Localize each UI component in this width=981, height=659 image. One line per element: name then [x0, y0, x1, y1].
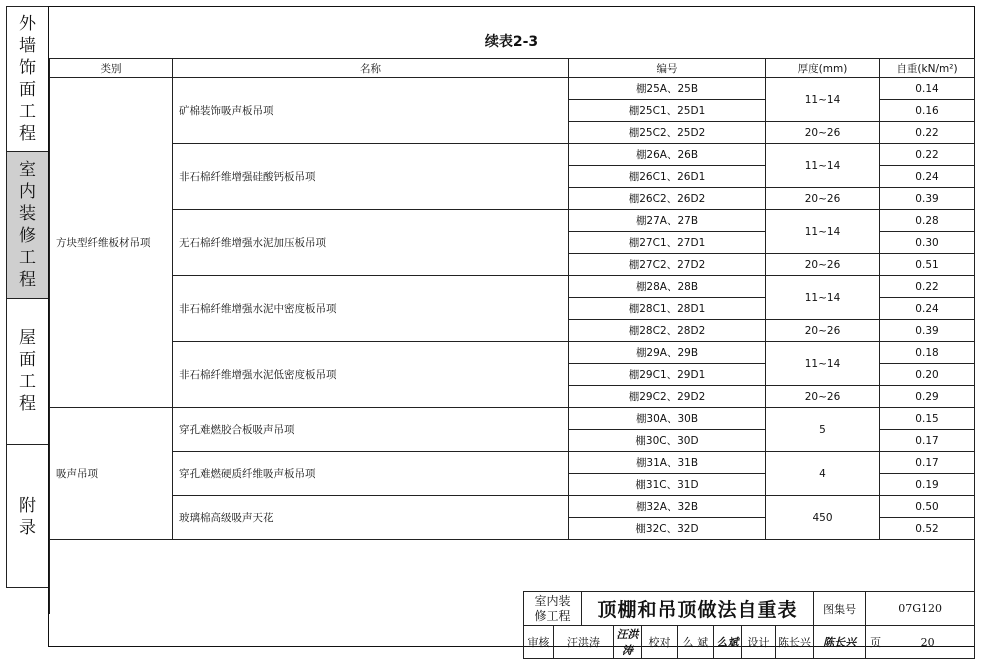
- code-cell: 棚30A、30B: [569, 408, 766, 430]
- weight-cell: 0.39: [880, 320, 975, 342]
- weight-cell: 0.16: [880, 100, 975, 122]
- weight-cell: 0.22: [880, 122, 975, 144]
- thickness-cell: 11~14: [766, 342, 880, 386]
- weight-cell: 0.39: [880, 188, 975, 210]
- checker-name: 么 斌: [678, 626, 714, 659]
- designer-signature: 陈长兴: [814, 626, 866, 659]
- name-cell: 玻璃棉高级吸声天花: [173, 496, 569, 540]
- header-category: 类别: [50, 59, 173, 78]
- check-label: 校对: [642, 626, 678, 659]
- code-cell: 棚27A、27B: [569, 210, 766, 232]
- code-cell: 棚29C1、29D1: [569, 364, 766, 386]
- drawing-frame: [48, 6, 975, 657]
- name-cell: 非石棉纤维增强硅酸钙板吊项: [173, 144, 569, 210]
- sidebar-section-1[interactable]: [7, 7, 48, 151]
- name-cell: 穿孔难燃硬质纤维吸声板吊项: [173, 452, 569, 496]
- thickness-cell: 11~14: [766, 276, 880, 320]
- atlas-label: 图集号: [814, 592, 866, 626]
- header-code: 编号: [569, 59, 766, 78]
- thickness-cell: 11~14: [766, 78, 880, 122]
- code-cell: 棚26A、26B: [569, 144, 766, 166]
- sidebar-divider: [7, 151, 48, 152]
- name-cell: 非石棉纤维增强水泥中密度板吊项: [173, 276, 569, 342]
- code-cell: 棚27C1、27D1: [569, 232, 766, 254]
- section-label: 室内装修工程: [524, 592, 582, 626]
- table-row: [50, 210, 975, 232]
- code-cell: 棚30C、30D: [569, 430, 766, 452]
- table-row: [50, 144, 975, 166]
- weight-cell: 0.15: [880, 408, 975, 430]
- sidebar-section-label: 室内装修工程: [19, 159, 36, 290]
- thickness-cell: 5: [766, 408, 880, 452]
- category-cell: 吸声吊项: [50, 408, 173, 540]
- page-number: 20: [920, 636, 935, 649]
- code-cell: 棚26C1、26D1: [569, 166, 766, 188]
- sidebar-divider: [7, 298, 48, 299]
- code-cell: 棚28C2、28D2: [569, 320, 766, 342]
- table-row: [50, 78, 975, 100]
- code-cell: 棚28C1、28D1: [569, 298, 766, 320]
- header-weight: 自重(kN/m²): [880, 59, 975, 78]
- sidebar-section-2[interactable]: [7, 151, 48, 298]
- code-cell: 棚28A、28B: [569, 276, 766, 298]
- table-row: [50, 276, 975, 298]
- code-cell: 棚29A、29B: [569, 342, 766, 364]
- sidebar-section-3[interactable]: [7, 298, 48, 444]
- weight-cell: 0.51: [880, 254, 975, 276]
- name-cell: 无石棉纤维增强水泥加压板吊项: [173, 210, 569, 276]
- name-cell: 非石棉纤维增强水泥低密度板吊项: [173, 342, 569, 408]
- weight-cell: 0.24: [880, 166, 975, 188]
- table-row: [50, 452, 975, 474]
- sidebar-section-label: 屋面工程: [19, 328, 36, 414]
- thickness-cell: 11~14: [766, 210, 880, 254]
- header-thickness: 厚度(mm): [766, 59, 880, 78]
- thickness-cell: 11~14: [766, 144, 880, 188]
- code-cell: 棚25C1、25D1: [569, 100, 766, 122]
- weight-cell: 0.30: [880, 232, 975, 254]
- weight-cell: 0.19: [880, 474, 975, 496]
- weight-cell: 0.22: [880, 144, 975, 166]
- sidebar-section-4[interactable]: [7, 444, 48, 589]
- category-cell: 方块型纤维板材吊项: [50, 78, 173, 408]
- thickness-cell: 20~26: [766, 122, 880, 144]
- sidebar-section-label: 附录: [19, 495, 36, 538]
- code-cell: 棚32C、32D: [569, 518, 766, 540]
- table-title: 续表2-3: [484, 34, 539, 50]
- weight-cell: 0.17: [880, 452, 975, 474]
- reviewer-name: 汪洪涛: [554, 626, 614, 659]
- weight-cell: 0.50: [880, 496, 975, 518]
- atlas-number: 07G120: [866, 592, 975, 626]
- code-cell: 棚31A、31B: [569, 452, 766, 474]
- page-label: 页: [870, 636, 882, 649]
- code-cell: 棚29C2、29D2: [569, 386, 766, 408]
- table-row: [50, 496, 975, 518]
- weight-table: [49, 58, 975, 614]
- weight-cell: 0.14: [880, 78, 975, 100]
- thickness-cell: 20~26: [766, 188, 880, 210]
- code-cell: 棚27C2、27D2: [569, 254, 766, 276]
- thickness-cell: 4: [766, 452, 880, 496]
- design-label: 设计: [742, 626, 776, 659]
- review-label: 审核: [524, 626, 554, 659]
- code-cell: 棚32A、32B: [569, 496, 766, 518]
- table-row: [50, 408, 975, 430]
- checker-signature: 么斌: [714, 626, 742, 659]
- weight-cell: 0.22: [880, 276, 975, 298]
- thickness-cell: 20~26: [766, 386, 880, 408]
- reviewer-signature: 汪洪涛: [614, 626, 642, 659]
- sidebar-section-label: 外墙饰面工程: [19, 14, 36, 144]
- header-name: 名称: [173, 59, 569, 78]
- weight-cell: 0.18: [880, 342, 975, 364]
- drawing-title: 顶棚和吊顶做法自重表: [582, 592, 814, 626]
- table-row: [50, 342, 975, 364]
- weight-cell: 0.28: [880, 210, 975, 232]
- weight-cell: 0.17: [880, 430, 975, 452]
- thickness-cell: 450: [766, 496, 880, 540]
- weight-cell: 0.20: [880, 364, 975, 386]
- sidebar-divider: [7, 444, 48, 445]
- weight-cell: 0.29: [880, 386, 975, 408]
- name-cell: 矿棉装饰吸声板吊项: [173, 78, 569, 144]
- code-cell: 棚31C、31D: [569, 474, 766, 496]
- code-cell: 棚25C2、25D2: [569, 122, 766, 144]
- code-cell: 棚26C2、26D2: [569, 188, 766, 210]
- weight-cell: 0.24: [880, 298, 975, 320]
- title-block: [523, 591, 975, 659]
- thickness-cell: 20~26: [766, 320, 880, 342]
- thickness-cell: 20~26: [766, 254, 880, 276]
- designer-name: 陈长兴: [776, 626, 814, 659]
- sidebar-nav: [6, 6, 48, 588]
- table-header-row: [50, 59, 975, 78]
- code-cell: 棚25A、25B: [569, 78, 766, 100]
- weight-cell: 0.52: [880, 518, 975, 540]
- name-cell: 穿孔难燃胶合板吸声吊项: [173, 408, 569, 452]
